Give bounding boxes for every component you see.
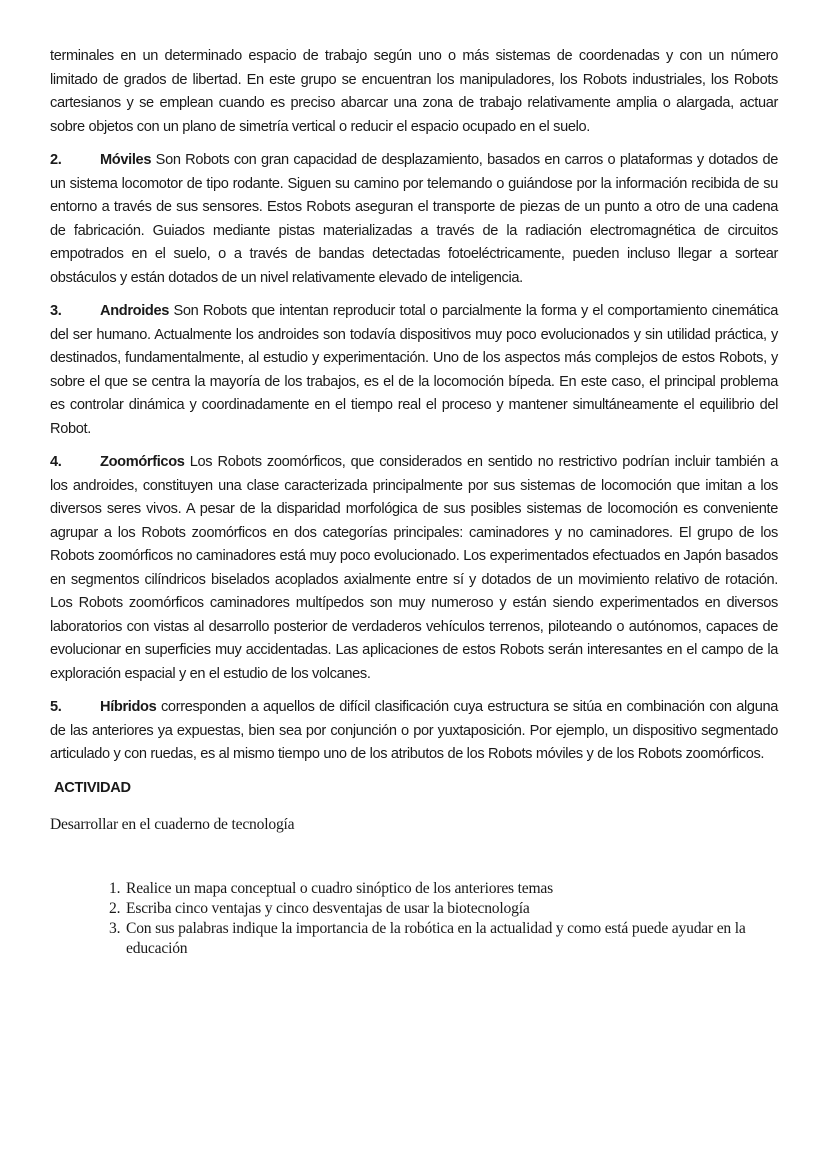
item-number: 4. [50,454,62,470]
item-number: 5. [50,699,62,715]
activity-heading: ACTIVIDAD [54,779,131,796]
paragraph-text: Los Robots zoomórficos, que considerados en sentido no restrictivo podrían incluir también a los androides, constituyen una clase caracterizada principalmente por sus sistemas de locomoción que imitan a los diversos seres vivos. A pesar de la disparidad morfológica de sus posibles sistemas de locomoción es conveniente agrupar a los Robots zoomórficos en dos categorías principales: caminadores y no caminadores. El grupo de los Robots zoomórficos no caminadores está muy poco evolucionado. Los experimentados efectuados en Japón basados en segmentos cilíndricos biselados acoplados axialmente entre sí y dotados de un movimiento relativo de rotación. Los Robots zoomórficos caminadores multípedos son muy numeroso y están siendo experimentados en diversos laboratorios con vistas al desarrollo posterior de verdaderos vehículos terrenos, piloteando o autónomos, capaces de evolucionar en superficies muy accidentadas. Las aplicaciones de estos Robots serán interesantes en el campo de la exploración espacial y en el estudio de los volcanes. [50,454,778,682]
activity-item: 1. Realice un mapa conceptual o cuadro sinóptico de los anteriores temas [124,879,778,899]
item-title: Híbridos [100,699,157,715]
document-page [50,45,778,959]
item-title: Zoomórficos [100,454,185,470]
activity-item: 2. Escriba cinco ventajas y cinco desventajas de usar la biotecnología [124,899,778,919]
activity-intro: Desarrollar en el cuaderno de tecnología [50,816,295,833]
item-title: Móviles [100,152,152,168]
paragraph-zoomorficos [50,451,778,686]
paragraph-moviles [50,149,778,290]
paragraph-intro [50,45,778,139]
paragraph-androides [50,300,778,441]
activity-item: 3. Con sus palabras indique la importancia de la robótica en la actualidad y como está puede ayudar en la educación [124,919,778,959]
paragraph-text: corresponden a aquellos de difícil clasificación cuya estructura se sitúa en combinación con alguna de las anteriores ya expuestas, bien sea por conjunción o por yuxtaposición. Por ejemplo, un dispositivo segmentado articulado y con ruedas, es al mismo tiempo uno de los atributos de los Robots móviles y de los Robots zoomórficos. [50,699,778,762]
item-number: 3. [50,303,62,319]
item-number: 2. [50,152,62,168]
paragraph-text: terminales en un determinado espacio de trabajo según uno o más sistemas de coordenadas y con un número limitado de grados de libertad. En este grupo se encuentran los manipuladores, los Robots industriales, los Robots cartesianos y se emplean cuando es preciso abarcar una zona de trabajo relativamente amplia o alargada, actuar sobre objetos con un plano de simetría vertical o reducir el espacio ocupado en el suelo. [50,48,778,135]
activity-list [50,879,778,959]
paragraph-hibridos [50,696,778,767]
paragraph-text: Son Robots que intentan reproducir total o parcialmente la forma y el comportamiento cinemática del ser humano. Actualmente los androides son todavía dispositivos muy poco evolucionados y sin utilidad práctica, y destinados, fundamentalmente, al estudio y experimentación. Uno de los aspectos más complejos de estos Robots, y sobre el que se centra la mayoría de los trabajos, es el de la locomoción bípeda. En este caso, el principal problema es controlar dinámica y coordinadamente en el tiempo real el proceso y mantener simultáneamente el equilibrio del Robot. [50,303,778,437]
paragraph-text: Son Robots con gran capacidad de desplazamiento, basados en carros o plataformas y dotados de un sistema locomotor de tipo rodante. Siguen su camino por telemando o guiándose por la información recibida de su entorno a través de sus sensores. Estos Robots aseguran el transporte de piezas de un punto a otro de una cadena de fabricación. Guiados mediante pistas materializadas a través de la radiación electromagnética de circuitos empotrados en el suelo, o a través de bandas detectadas fotoeléctricamente, pueden incluso llegar a sortear obstáculos y están dotados de un nivel relativamente elevado de inteligencia. [50,152,778,286]
item-title: Androides [100,303,170,319]
